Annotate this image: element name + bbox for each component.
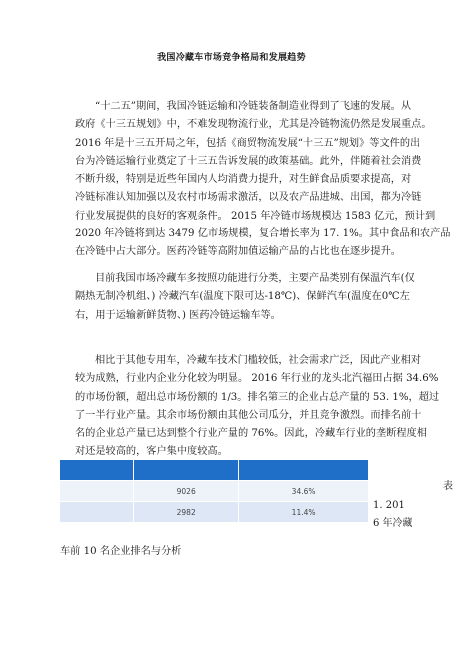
paragraph-market-size [75, 225, 451, 262]
table-caption-fragment: 表 [443, 481, 453, 492]
text-line: 在冷链中占大部分。医药冷链等高附加值运输产品的占比也在逐步提升。 [75, 246, 401, 258]
paragraph-competition [75, 352, 440, 462]
paragraph-policy-background [75, 98, 436, 226]
table-row [60, 502, 369, 523]
table-caption-fragment: 6 年冷藏 [373, 518, 413, 529]
text-line: 名的企业总产量已达到整个行业产量的 76%。因此，冷藏车行业的垄断程度相 [75, 428, 427, 440]
share-cell: 34.6% [239, 481, 369, 502]
text-line: 相比于其他专用车，冷藏车技术门槛较低，社会需求广泛，因此产业相对 [95, 355, 421, 366]
table-caption-fragment: 1. 201 [373, 500, 405, 511]
ranking-table [60, 460, 369, 523]
text-line: “十二五”期间，我国冷链运输和冷链装备制造业得到了飞速的发展。从 [95, 101, 412, 112]
text-line: 行业发展提供的良好的客观条件。 2015 年冷链市场规模达 1583 亿元，预计到 [75, 210, 436, 222]
table-header-row [60, 460, 369, 481]
text-line: 台为冷链运输行业奠定了十三五告诉发展的政策基础。此外，伴随着社会消费 [75, 155, 422, 167]
text-line: 的市场份额，超出总市场份额的 1/3。排名第三的企业占总产量的 53. 1%，超过 [75, 391, 440, 403]
text-line: 了一半行业产量。其余市场份额由其他公司瓜分，并且竞争激烈。而排名前十 [75, 409, 422, 421]
text-line: 目前我国市场冷藏车多按照功能进行分类，主要产品类别有保温汽车(仅 [95, 273, 415, 284]
table-row [60, 481, 369, 502]
text-line: 右，用于运输新鲜货物、) 医药冷链运输车等。 [75, 309, 281, 321]
text-line: 不断升级，特别是近些年国内人均消费力提升，对生鲜食品质要求提高，对 [75, 174, 412, 186]
table-caption: 车前 10 名企业排名与分析 [60, 546, 182, 557]
output-cell: 2982 [134, 502, 239, 523]
text-line: 冷链标准认知加强以及农村市场需求激活，以及农产品进城、出国，都为冷链 [75, 192, 422, 204]
text-line: 隔热无制冷机组、) 冷藏汽车(温度下限可达-18℃)、保鲜汽车(温度在0℃左 [75, 291, 410, 303]
output-cell: 9026 [134, 481, 239, 502]
text-line: 较为成熟，行业内企业分化较为明显。 2016 年行业的龙头北汽福田占据 34.6% [75, 373, 439, 385]
text-line: 2016 年是十三五开局之年，包括《商贸物流发展“十三五”规划》等文件的出 [75, 137, 421, 149]
share-cell: 11.4% [239, 502, 369, 523]
document-header: 我国冷藏车市场竞争格局和发展趋势 [157, 53, 306, 63]
text-line: 2020 年冷链将到达 3479 亿市场规模，复合增长率为 17. 1%。其中食品和农产品 [75, 228, 451, 239]
paragraph-product-categories [75, 270, 415, 325]
text-line: 对还是较高的，客户集中度较高。 [75, 446, 228, 458]
text-line: 政府《十三五规划》中，不难发现物流行业，尤其是冷链物流仍然是发展重点。 [75, 119, 432, 131]
